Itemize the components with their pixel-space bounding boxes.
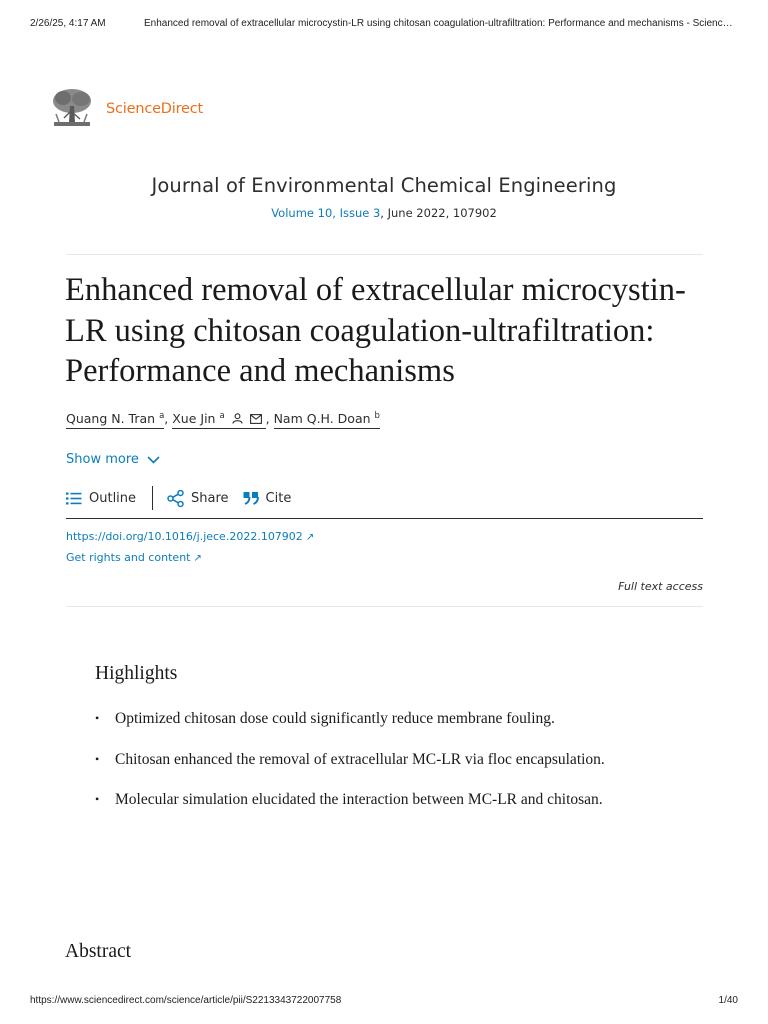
list-item: • Molecular simulation elucidated the interaction between MC-LR and chitosan. [95,791,603,808]
author-link[interactable]: Nam Q.H. Doan $^b$ [274,411,380,429]
access-label: Full text access [618,580,703,593]
abstract-heading: Abstract [65,941,132,962]
issue-link[interactable]: Issue 3 [339,206,381,220]
page-number: 1/40 [718,995,738,1006]
show-more-button[interactable]: Show more [66,452,160,467]
article-title: Enhanced removal of extracellular microcystin-LR using chitosan coagulation-ultrafiltration: Performance and mechanisms [65,272,686,389]
sciencedirect-logo[interactable] [50,88,203,130]
envelope-icon [250,414,262,424]
divider [66,606,703,607]
list-item: • Chitosan enhanced the removal of extracellular MC-LR via floc encapsulation. [95,750,605,768]
toolbar-separator [152,486,153,510]
issue-date: , June 2022, 107902 [380,206,497,220]
share-icon [167,490,184,507]
rights-link[interactable]: Get rights and content ↗ [66,551,202,564]
list-item: • Optimized chitosan dose could significantly reduce membrane fouling. [95,710,555,727]
external-link-icon: ↗ [305,532,315,543]
article-toolbar [66,486,703,519]
brand-name: ScienceDirect [106,101,204,117]
chevron-down-icon [147,456,160,464]
highlights-heading: Highlights [95,663,178,684]
doi-link[interactable]: https://doi.org/10.1016/j.jece.2022.107902 ↗ [66,530,315,543]
person-icon [232,413,243,424]
cite-button[interactable]: Cite [243,486,292,510]
volume-info [0,206,768,220]
list-icon [66,492,82,505]
share-button[interactable]: Share [167,486,229,510]
divider [66,254,703,255]
elsevier-tree-logo-icon [50,88,94,130]
print-page-title: Enhanced removal of extracellular microcystin-LR using chitosan coagulation-ultrafiltration: Performance and mechanisms - Scienc… [144,18,733,29]
volume-link[interactable]: Volume 10, [271,206,340,220]
print-date: 2/26/25, 4:17 AM [30,18,106,29]
highlights-list [95,706,635,828]
outline-button[interactable]: Outline [66,486,136,510]
journal-name[interactable]: Journal of Environmental Chemical Engineering [151,174,617,197]
print-url: https://www.sciencedirect.com/science/article/pii/S2213343722007758 [30,995,342,1006]
author-link[interactable]: Quang N. Tran $^a$ [66,411,164,429]
external-link-icon: ↗ [193,553,202,564]
author-link[interactable]: Xue Jin $^a$ [172,411,265,429]
quote-icon [243,491,259,505]
author-list: Quang N. Tran $^a$, Xue Jin $^a$ , Nam Q.H. Doan $^b$ [66,411,380,426]
